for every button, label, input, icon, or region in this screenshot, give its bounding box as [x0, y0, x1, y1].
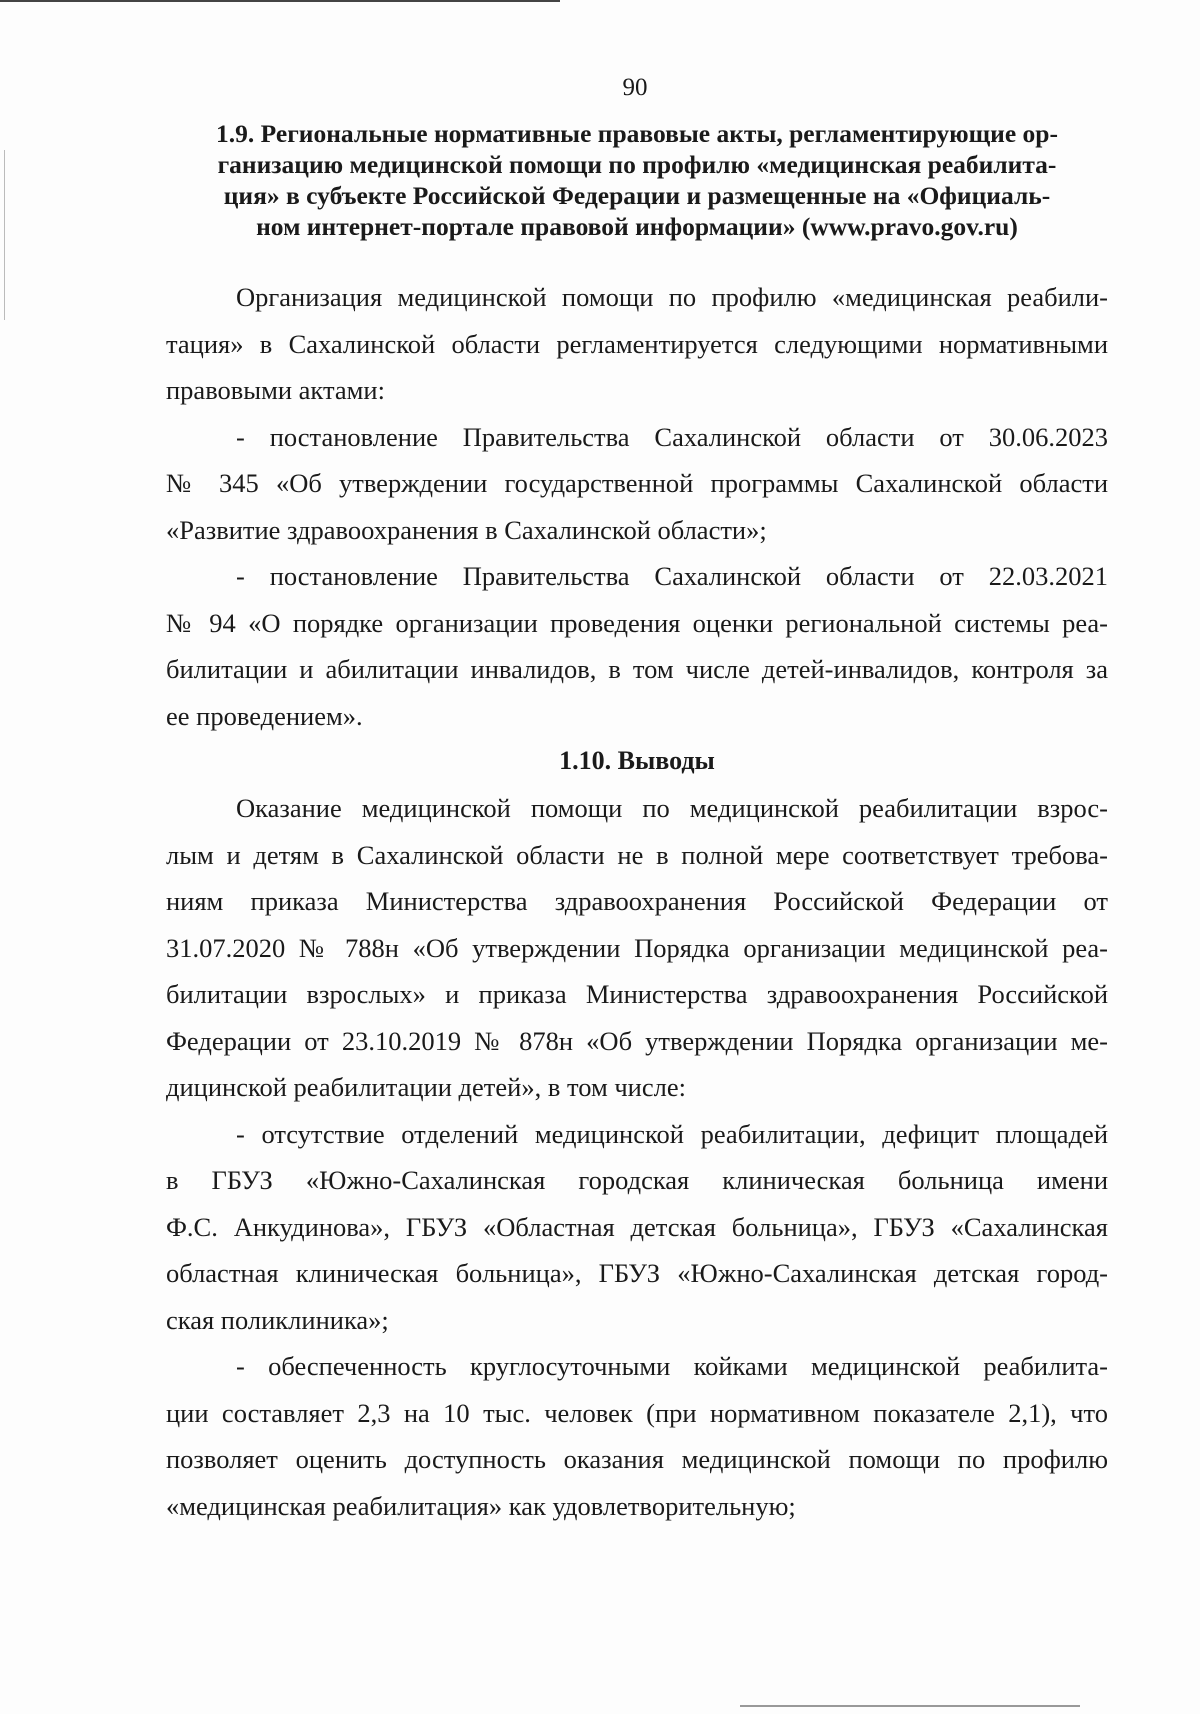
- text-line: «Развитие здравоохранения в Сахалинской области»;: [166, 514, 767, 545]
- heading-line: 1.9. Региональные нормативные правовые акты, регламентирующие ор-: [216, 119, 1058, 148]
- text-line: дицинской реабилитации детей», в том числе:: [166, 1072, 686, 1102]
- text-line: позволяет оценить доступность оказания медицинской помощи по профилю: [166, 1444, 1108, 1474]
- finding-item-1: [166, 1111, 1108, 1344]
- page-content: [166, 118, 1108, 1529]
- text-line: тация» в Сахалинской области регламентируется следующими нормативными: [166, 328, 1108, 359]
- text-line: № 345 «Об утверждении государственной программы Сахалинской области: [166, 468, 1108, 498]
- section-1-9-heading: [166, 118, 1108, 242]
- section-1-10-heading: 1.10. Выводы: [559, 746, 715, 775]
- text-line: - обеспеченность круглосуточными койками медицинской реабилита-: [236, 1351, 1108, 1381]
- text-line: Федерации от 23.10.2019 № 878н «Об утверждении Порядка организации ме-: [166, 1025, 1108, 1056]
- text-line: - отсутствие отделений медицинской реабилитации, дефицит площадей: [236, 1118, 1108, 1149]
- text-line: - постановление Правительства Сахалинской области от 22.03.2021: [236, 561, 1108, 591]
- text-line: билитации и абилитации инвалидов, в том числе детей-инвалидов, контроля за: [166, 654, 1108, 684]
- text-line: 31.07.2020 № 788н «Об утверждении Порядка организации медицинской реа-: [166, 932, 1108, 963]
- text-line: - постановление Правительства Сахалинской области от 30.06.2023: [236, 421, 1108, 452]
- heading-line: ном интернет-портале правовой информации» (www.pravo.gov.ru): [256, 212, 1018, 241]
- text-line: правовыми актами:: [166, 375, 385, 405]
- text-line: ская поликлиника»;: [166, 1304, 389, 1335]
- text-line: ее проведением».: [166, 700, 363, 731]
- text-line: билитации взрослых» и приказа Министерства здравоохранения Российской: [166, 979, 1108, 1009]
- scan-artifact-top-line: [0, 0, 560, 2]
- finding-item-2: [166, 1343, 1108, 1529]
- scan-artifact-bottom-line: [740, 1705, 1080, 1707]
- conclusion-paragraph: [166, 785, 1108, 1111]
- text-line: № 94 «О порядке организации проведения оценки региональной системы реа-: [166, 607, 1108, 638]
- heading-line: ция» в субъекте Российской Федерации и размещенные на «Официаль-: [223, 181, 1051, 210]
- text-line: Оказание медицинской помощи по медицинской реабилитации взрос-: [236, 793, 1108, 823]
- text-line: Ф.С. Анкудинова», ГБУЗ «Областная детская больница», ГБУЗ «Сахалинская: [166, 1211, 1108, 1242]
- text-line: областная клиническая больница», ГБУЗ «Южно-Сахалинская детская город-: [166, 1258, 1108, 1288]
- act-item-1: [166, 414, 1108, 554]
- intro-paragraph: [166, 274, 1108, 414]
- text-line: лым и детям в Сахалинской области не в полной мере соответствует требова-: [166, 839, 1108, 870]
- page-number: 90: [622, 74, 648, 101]
- text-line: в ГБУЗ «Южно-Сахалинская городская клиническая больница имени: [166, 1165, 1108, 1195]
- text-line: «медицинская реабилитация» как удовлетворительную;: [166, 1490, 796, 1521]
- scan-artifact-left-edge: [4, 150, 5, 320]
- text-line: ции составляет 2,3 на 10 тыс. человек (при нормативном показателе 2,1), что: [166, 1397, 1108, 1428]
- act-item-2: [166, 553, 1108, 739]
- heading-line: ганизацию медицинской помощи по профилю «медицинская реабилита-: [217, 150, 1057, 179]
- text-line: ниям приказа Министерства здравоохранения Российской Федерации от: [166, 886, 1108, 916]
- text-line: Организация медицинской помощи по профилю «медицинская реабили-: [236, 282, 1108, 312]
